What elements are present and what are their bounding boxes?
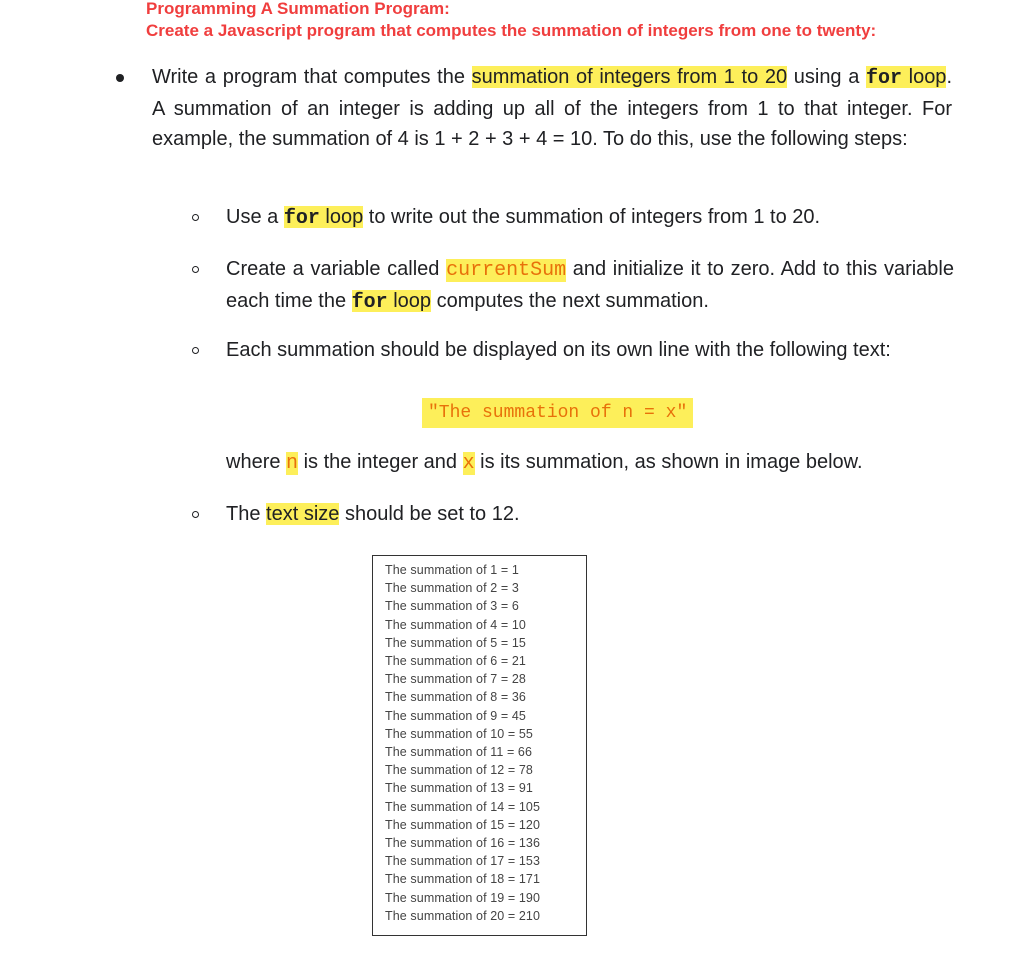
intro-paragraph: Write a program that computes the summation of integers from 1 to 20 using a for loop. A summation of an integer is adding up all of the integers from 1 to that integer. For example, the summation of 4 is 1 + 2 + 3 + 4 = 10. To do this, use the following steps: [152, 66, 952, 150]
output-line: The summation of 10 = 55 [385, 726, 533, 741]
output-line: The summation of 9 = 45 [385, 708, 526, 723]
hollow-bullet-icon [192, 347, 199, 354]
output-line: The summation of 13 = 91 [385, 781, 533, 796]
output-line: The summation of 19 = 190 [385, 890, 541, 905]
output-line: The summation of 16 = 136 [385, 836, 541, 851]
output-line: The summation of 20 = 210 [385, 908, 541, 923]
output-format-quote: "The summation of n = x" [422, 398, 693, 428]
output-line: The summation of 1 = 1 [385, 563, 519, 577]
step-text-size: The text size should be set to 12. [226, 503, 520, 525]
output-line: The summation of 4 = 10 [385, 617, 526, 632]
assignment-subtitle: Create a Javascript program that computes the summation of integers from one to twenty: [146, 21, 877, 40]
output-line: The summation of 5 = 15 [385, 635, 526, 650]
code-var-x: x [462, 452, 475, 475]
code-var-n: n [286, 452, 299, 475]
output-line: The summation of 7 = 28 [385, 672, 526, 687]
code-for-keyword: for [283, 207, 320, 230]
output-line: The summation of 12 = 78 [385, 763, 533, 778]
hollow-bullet-icon [192, 266, 199, 273]
hollow-bullet-icon [192, 214, 199, 221]
assignment-title: Programming A Summation Program: [146, 0, 450, 18]
output-line: The summation of 2 = 3 [385, 581, 519, 596]
output-line: The summation of 17 = 153 [385, 854, 541, 869]
output-line: The summation of 6 = 21 [385, 654, 526, 669]
filled-bullet-icon [116, 74, 124, 82]
step-create-variable: Create a variable called currentSum and initialize it to zero. Add to this variable each time the for loop computes the next summation. [226, 258, 954, 314]
output-line: The summation of 18 = 171 [385, 872, 541, 887]
output-line: The summation of 15 = 120 [385, 817, 541, 832]
output-line: The summation of 14 = 105 [385, 799, 541, 814]
hollow-bullet-icon [192, 511, 199, 518]
code-for-keyword: for [351, 291, 388, 314]
step-display-format: Each summation should be displayed on its own line with the following text: [226, 339, 891, 361]
code-for-keyword: for [865, 67, 902, 90]
code-current-sum: currentSum [446, 259, 567, 282]
highlight-text-size: text size [266, 503, 340, 525]
format-explanation: where n is the integer and x is its summation, as shown in image below. [226, 451, 863, 475]
output-line: The summation of 8 = 36 [385, 690, 526, 705]
step-use-for-loop: Use a for loop to write out the summation of integers from 1 to 20. [226, 206, 821, 230]
sample-output-box [372, 555, 587, 936]
highlight-summation-range: summation of integers from 1 to 20 [471, 66, 788, 88]
output-line: The summation of 11 = 66 [385, 745, 533, 760]
output-line: The summation of 3 = 6 [385, 599, 519, 614]
